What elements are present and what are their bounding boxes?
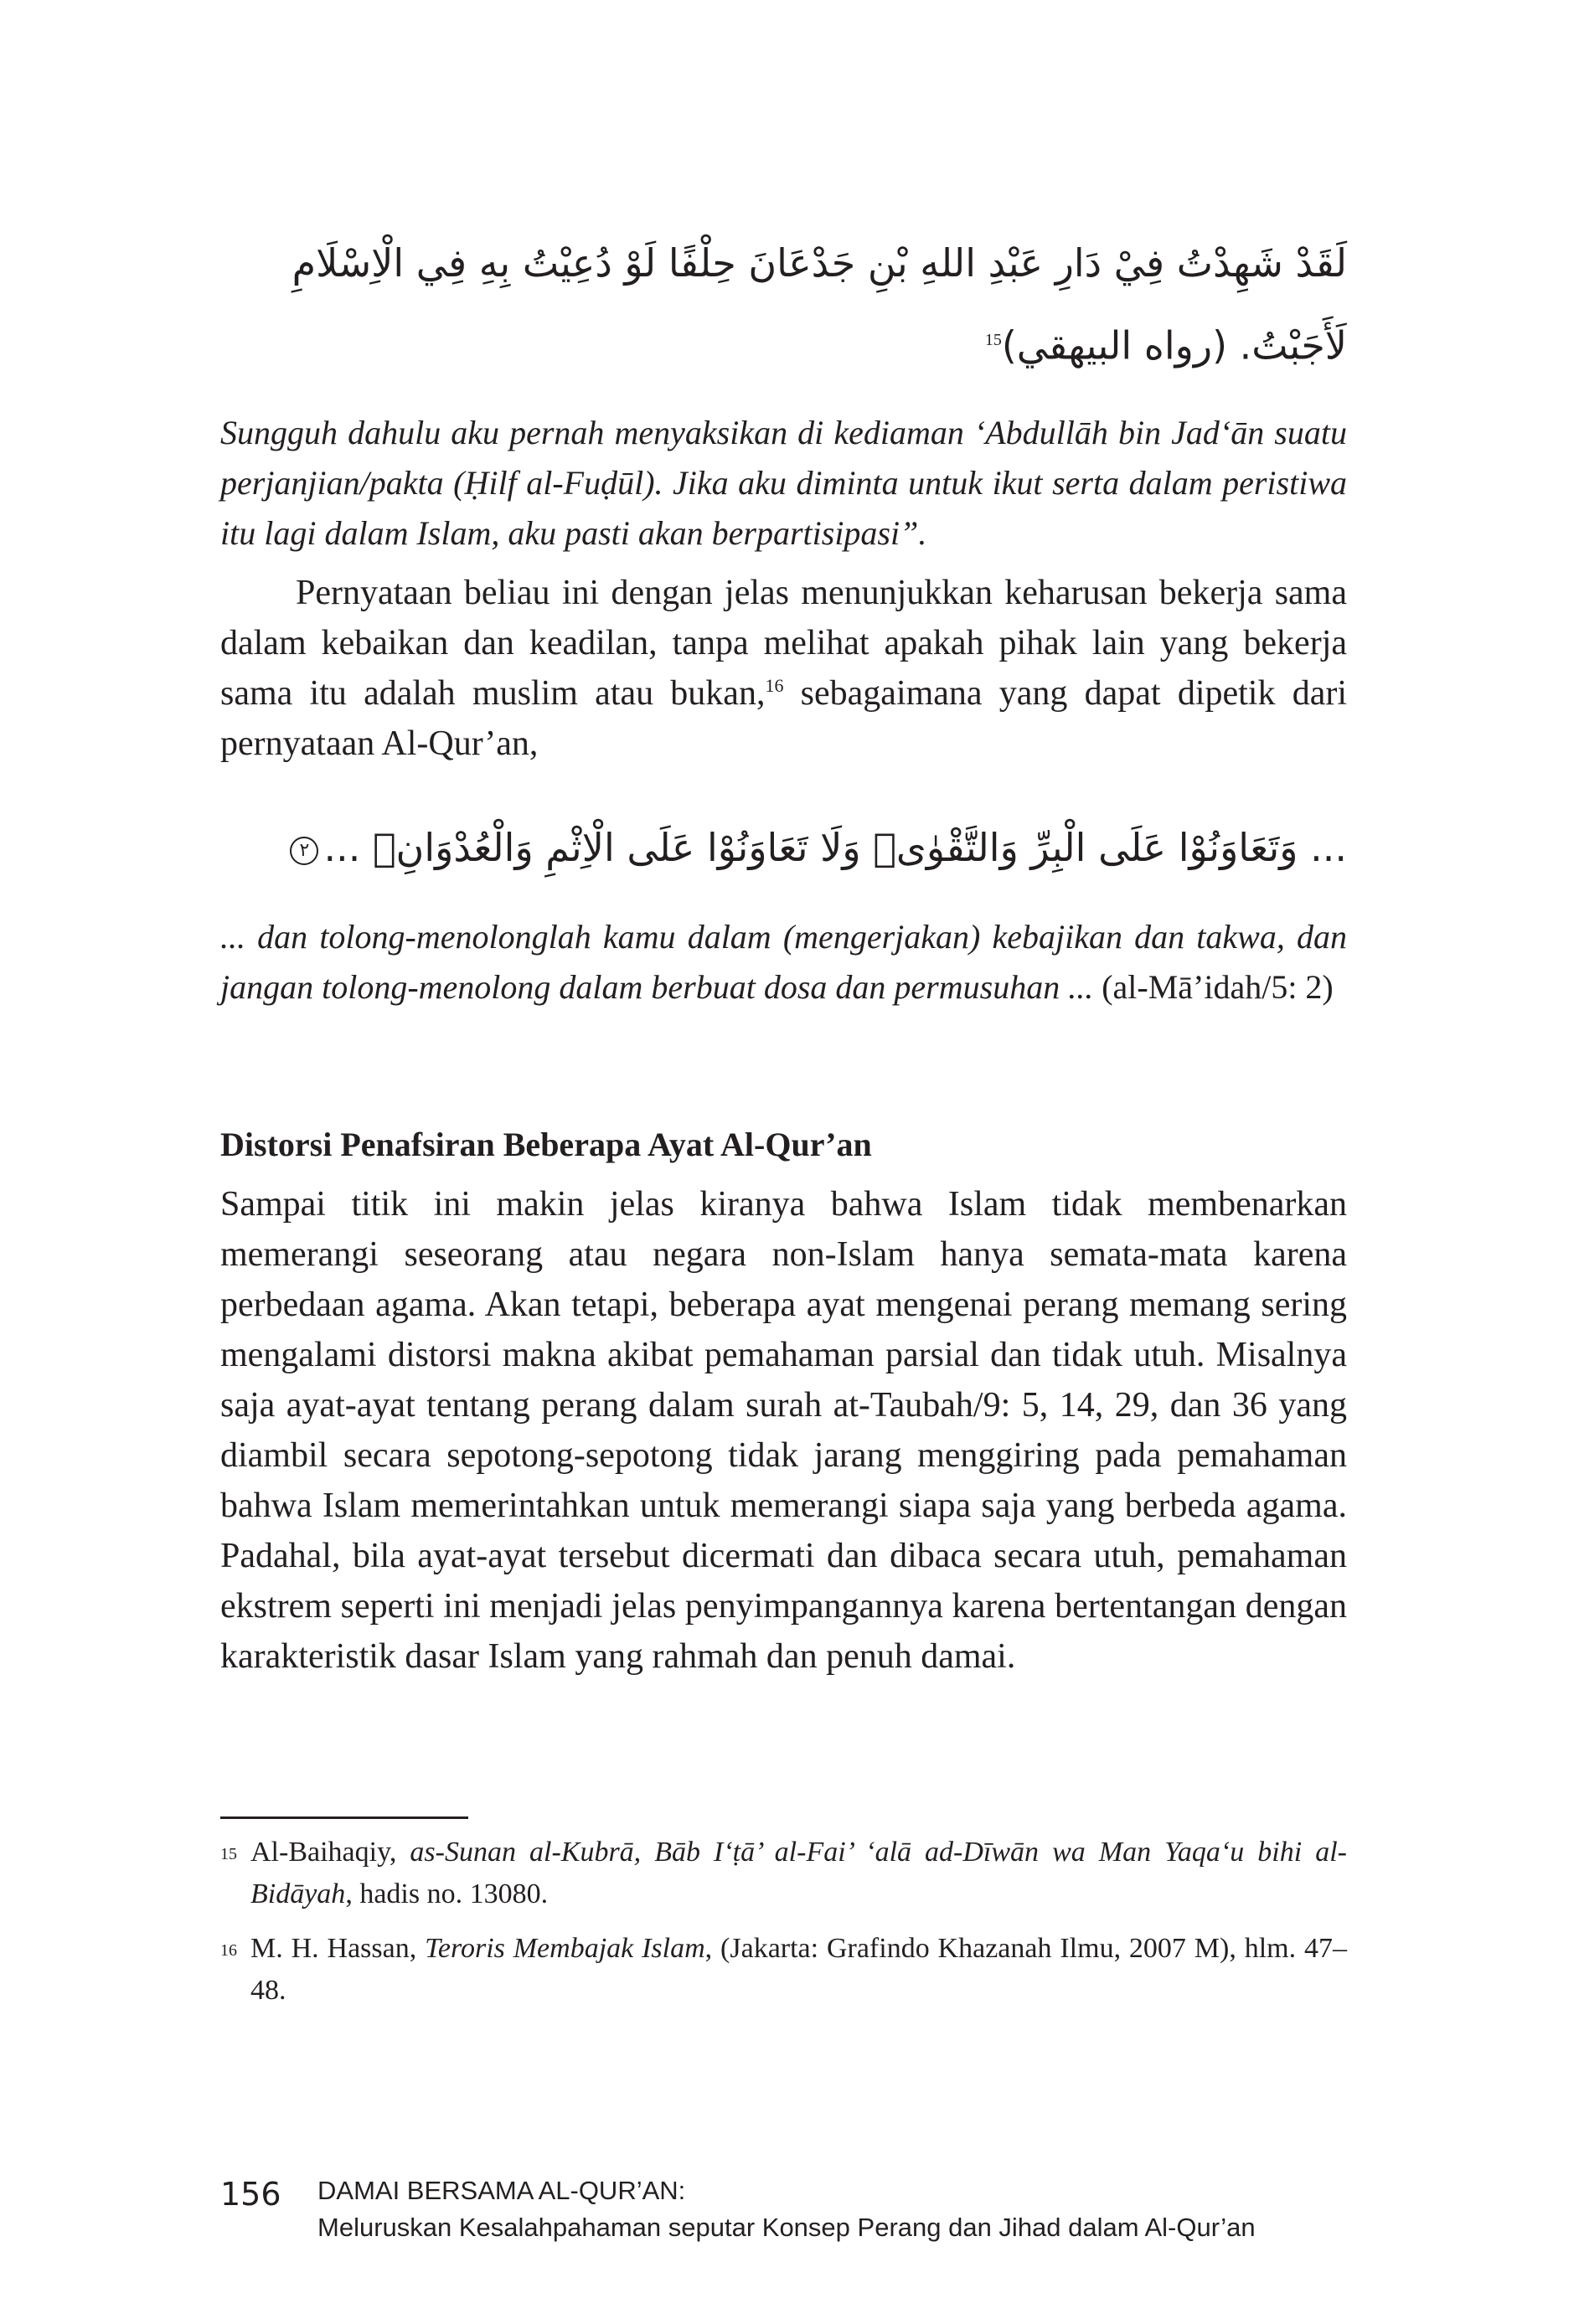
paragraph-2: Sampai titik ini makin jelas kiranya bahwa Islam tidak membenarkan memerangi seseorang atau negara non-Islam hanya semata-mata karena perbedaan agama. Akan tetapi, beberapa ayat mengenai perang memang sering mengalami distorsi makna akibat pemahaman parsial dan tidak utuh. Misalnya saja ayat-ayat tentang perang dalam surah at-Taubah/9: 5, 14, 29, dan 36 yang diambil secara sepotong-sepotong tidak jarang menggiring pada pemahaman bahwa Islam memerintahkan untuk memerangi siapa saja yang berbeda agama. Padahal, bila ayat-ayat tersebut dicermati dan dibaca secara utuh, pemahaman ekstrem seperti ini menjadi jelas penyimpangannya karena bertentangan dengan karakteristik dasar Islam yang rahmah dan penuh damai. (220, 1185, 1347, 1676)
footnote-number: 16 (220, 1941, 237, 1960)
hadith-translation: Sungguh dahulu aku pernah menyaksikan di kediaman ‘Abdullāh bin Jad‘ān suatu perjanjian/pakta (Ḥilf al-Fuḍūl). Jika aku diminta untuk ikut serta dalam peristiwa itu lagi dalam Islam, aku pasti akan berpartisipasi”. (220, 414, 1347, 552)
quran-verse-text: ... وَتَعَاوَنُوْا عَلَى الْبِرِّ وَالتَّقْوٰىۖ وَلَا تَعَاوَنُوْا عَلَى الْاِثْمِ وَالْعُدْوَانِۖ ... (323, 825, 1347, 870)
footnote-number: 15 (220, 1845, 237, 1863)
footnote-text-plain: Al-Baihaqiy, (250, 1837, 410, 1868)
running-footer (317, 2172, 1256, 2246)
footnote-text (250, 1928, 1347, 2012)
footnote-ref-16[interactable]: 16 (765, 675, 784, 696)
footnote-text-title: Teroris Membajak Islam (425, 1933, 705, 1964)
verse-reference: (al-Mā’idah/5: 2) (1093, 968, 1334, 1006)
footnote-text-plain: M. H. Hassan, (250, 1933, 426, 1964)
page-number: 156 (220, 2176, 281, 2213)
footnote-text-plain: , (Jakarta: Grafindo Khazanah Ilmu, 2007 M), hlm. 47–48. (250, 1933, 1347, 2006)
footnote-text (250, 1832, 1347, 1915)
footnote-16 (220, 1928, 1347, 2012)
footnote-15 (220, 1832, 1347, 1915)
paragraph-1-text-a: Pernyataan beliau ini dengan jelas menunjukkan keharusan bekerja sama dalam kebaikan dan keadilan, tanpa melihat apakah pihak lain yang bekerja sama itu adalah muslim atau bukan, (220, 574, 1347, 713)
ayah-number-marker: ٢ (290, 837, 318, 865)
footnote-text-title: as-Sunan al-Kubrā, Bāb I‘ṭā’ al-Fai’ ‘alā ad-Dīwān wa Man Yaqa‘u bihi al-Bidāyah (250, 1837, 1347, 1909)
hadith-arabic (220, 224, 1347, 384)
section-heading: Distorsi Penafsiran Beberapa Ayat Al-Qur’an (220, 1126, 872, 1163)
verse-translation (220, 912, 1347, 1013)
book-subtitle: Meluruskan Kesalahpahaman seputar Konsep Perang dan Jihad dalam Al-Qur’an (317, 2213, 1256, 2242)
paragraph-1-text-b: sebagaimana yang dapat dipetik dari pernyataan Al-Qur’an, (220, 674, 1347, 763)
book-title: DAMAI BERSAMA AL-QUR’AN: (317, 2176, 686, 2205)
footnote-text-plain: , hadis no. 13080. (345, 1878, 549, 1909)
paragraph-1 (220, 568, 1347, 769)
hadith-arabic-text: لَقَدْ شَهِدْتُ فِيْ دَارِ عَبْدِ اللهِ بْنِ جَدْعَانَ حِلْفًا لَوْ دُعِيْتُ بِهِ فِي الْاِسْلَامِ لَأَجَبْتُ. (رواه البيهقي) (292, 240, 1347, 368)
verse-translation-text: ... dan tolong-menolonglah kamu dalam (mengerjakan) kebajikan dan takwa, dan jangan tolong-menolong dalam berbuat dosa dan permusuhan ... (220, 918, 1347, 1006)
footnote-ref-15[interactable]: 15 (984, 331, 1002, 349)
quran-verse (220, 809, 1347, 886)
footnote-separator (220, 1816, 468, 1819)
